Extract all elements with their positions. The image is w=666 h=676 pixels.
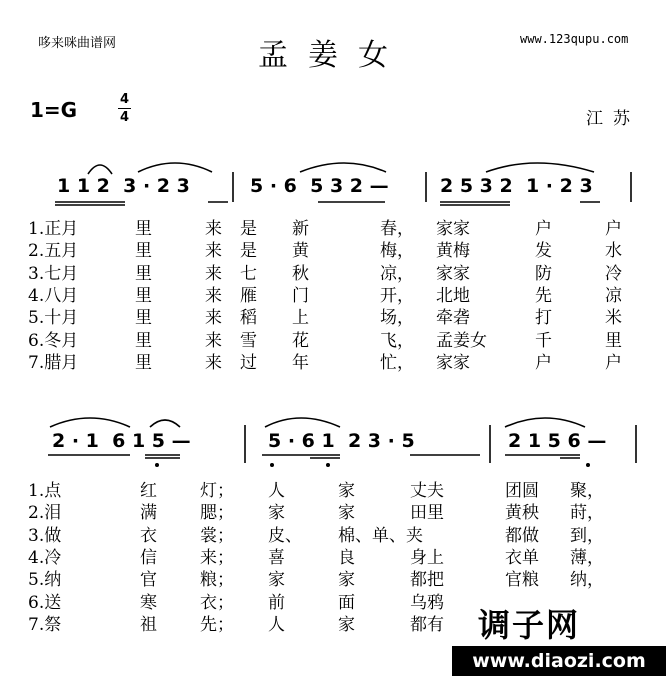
lyric-word: 前 [268,592,285,613]
lyric-word: 梅， [380,241,414,262]
slur [486,163,594,172]
lyric-word: 千 [535,330,552,351]
lyric-word: 衣； [200,592,234,613]
lyric-word: 4.八月 [28,285,79,306]
lyric-word: 来 [205,263,222,284]
lyric-word: 身上 [410,547,444,568]
lyric-word: 户 [535,219,552,239]
lyric-word: 打 [535,308,552,329]
lyric-word: 官粮 [505,570,539,591]
lyric-word: 红 [140,481,157,501]
lyric-word: 北地 [436,285,470,306]
lyric-word: 7.祭 [28,614,62,635]
lyric-word: 1.正月 [28,219,79,239]
lyric-word: 凉， [380,263,414,284]
time-signature [118,92,131,125]
lyric-word: 凉 [605,285,622,306]
lyric-word: 米 [605,308,622,329]
lyric-word: 忙， [380,352,414,373]
lyric-word: 户 [535,352,552,373]
lyric-line [0,569,666,591]
lyric-word: 到， [570,525,604,546]
staff1-lyrics [0,218,666,388]
lyric-line [0,525,666,547]
lyric-word: 先； [200,614,234,635]
lyric-word: 腮； [200,503,234,524]
lyric-word: 秋 [292,263,309,284]
lyric-word: 来； [200,547,234,568]
lyric-word: 过 [240,352,257,373]
lyric-word: 面 [338,592,355,613]
lyric-line [0,547,666,569]
lyric-word: 是 [240,241,257,262]
site-url-right[interactable]: www.123qupu.com [520,32,629,46]
lyric-word: 新 [292,219,309,239]
lyric-word: 满 [140,503,157,524]
lyric-word: 都有 [410,614,444,635]
lyric-word: 雁 [240,285,257,306]
lyric-line [0,218,666,240]
lyric-word: 家 [338,570,355,591]
lyric-word: 水 [605,241,622,262]
lyric-line [0,502,666,524]
lyric-word: 里 [135,330,152,351]
lyric-word: 上 [292,308,309,329]
lyric-word: 来 [205,241,222,262]
lyric-word: 4.冷 [28,547,62,568]
lyric-word: 2.泪 [28,503,62,524]
lyric-word: 家 [338,503,355,524]
lyric-word: 田里 [410,503,444,524]
lyric-word: 7.腊月 [28,352,79,373]
lyric-word: 5.纳 [28,570,62,591]
lyric-word: 稻 [240,308,257,329]
lyric-word: 良 [338,547,355,568]
lyric-word: 户 [605,219,622,239]
lyric-line [0,480,666,502]
lyric-word: 祖 [140,614,157,635]
lyric-word: 家 [268,570,285,591]
slur [88,165,112,174]
staff2-measure-1: 2 · 1 6 1 5 — [52,430,191,452]
lyric-word: 黄 [292,241,309,262]
lyric-word: 3.做 [28,525,62,546]
lyric-word: 里 [135,285,152,306]
staff1-measure-2: 5 · 6 5 3 2 — [250,175,389,197]
lyric-word: 牵砻 [436,308,470,329]
watermark-url[interactable]: www.diaozi.com [452,646,666,676]
lyric-word: 里 [605,330,622,351]
lyric-word: 6.送 [28,592,62,613]
slur [138,163,212,172]
lyric-word: 1.点 [28,481,62,501]
song-title: 孟姜女 [258,38,408,73]
lyric-word: 里 [135,308,152,329]
lyric-word: 人 [268,614,285,635]
lyric-word: 里 [135,241,152,262]
lyric-word: 皮、 [268,525,302,546]
lyric-line [0,330,666,352]
lyric-word: 门 [292,285,309,306]
lyric-word: 黄梅 [436,241,470,262]
lyric-word: 薄， [570,547,604,568]
lyric-word: 飞， [380,330,414,351]
watermark-logo: 调子网 [478,606,581,644]
lyric-word: 来 [205,308,222,329]
time-denominator: 4 [119,110,130,125]
lyric-word: 丈夫 [410,481,444,501]
key-signature: 1=G [30,98,78,122]
lyric-word: 莳， [570,503,604,524]
lyric-word: 家 [268,503,285,524]
time-bar [118,108,131,109]
lyric-word: 来 [205,330,222,351]
lyric-word: 开， [380,285,414,306]
lyric-word: 衣 [140,525,157,546]
lyric-word: 里 [135,352,152,373]
lyric-word: 七 [240,263,257,284]
lyric-word: 信 [140,547,157,568]
lyric-word: 官 [140,570,157,591]
lyric-word: 家 [338,614,355,635]
lyric-word: 喜 [268,547,285,568]
lyric-word: 裳； [200,525,234,546]
lyric-word: 冷 [605,263,622,284]
lyric-word: 是 [240,219,257,239]
lyric-word: 防 [535,263,552,284]
lyric-word: 发 [535,241,552,262]
lyric-line [0,352,666,374]
lyric-line [0,240,666,262]
lyric-word: 5.十月 [28,308,79,329]
lyric-word: 都把 [410,570,444,591]
lyric-word: 纳， [570,570,604,591]
lyric-line [0,285,666,307]
lyric-word: 春， [380,219,414,239]
lyric-word: 里 [135,263,152,284]
lyric-word: 年 [292,352,309,373]
staff1-measure-3: 2 5 3 2 1 · 2 3 [440,175,593,197]
lyric-word: 孟姜女 [436,330,487,351]
lyric-word: 里 [135,219,152,239]
slur [150,420,180,427]
lyric-word: 粮； [200,570,234,591]
slur [300,163,386,172]
lyric-word: 家家 [436,263,470,284]
staff1-measure-1: 1 1 2 3 · 2 3 [57,175,190,197]
lyric-word: 聚， [570,481,604,501]
site-name-left: 哆来咪曲谱网 [38,36,117,51]
staff2-measure-2: 5 · 6 1 2 3 · 5 [268,430,415,452]
slur [50,418,130,427]
time-numerator: 4 [119,92,130,107]
lyric-word: 人 [268,481,285,501]
lyric-word: 先 [535,285,552,306]
lyric-word: 家家 [436,352,470,373]
lyric-word: 乌鸦 [410,592,444,613]
lyric-word: 团圆 [505,481,539,501]
lyric-word: 2.五月 [28,241,79,262]
lyric-word: 家家 [436,219,470,239]
lyric-word: 雪 [240,330,257,351]
staff2-measure-3: 2 1 5 6 — [508,430,607,452]
lyric-word: 灯； [200,481,234,501]
lyric-word: 花 [292,330,309,351]
lyric-word: 寒 [140,592,157,613]
lyric-word: 衣单 [505,547,539,568]
lyric-word: 家 [338,481,355,501]
lyric-word: 黄秧 [505,503,539,524]
slur [265,418,340,427]
lyric-line [0,263,666,285]
lyric-word: 来 [205,285,222,306]
lyric-word: 来 [205,219,222,239]
lyric-word: 户 [605,352,622,373]
lyric-word: 3.七月 [28,263,79,284]
lyric-word: 场， [380,308,414,329]
slur [505,418,585,427]
lyric-word: 来 [205,352,222,373]
lyric-word: 棉、单、夹 [338,525,423,546]
lyric-word: 6.冬月 [28,330,79,351]
lyric-line [0,307,666,329]
lyric-word: 都做 [505,525,539,546]
region-label: 江苏 [586,109,640,129]
